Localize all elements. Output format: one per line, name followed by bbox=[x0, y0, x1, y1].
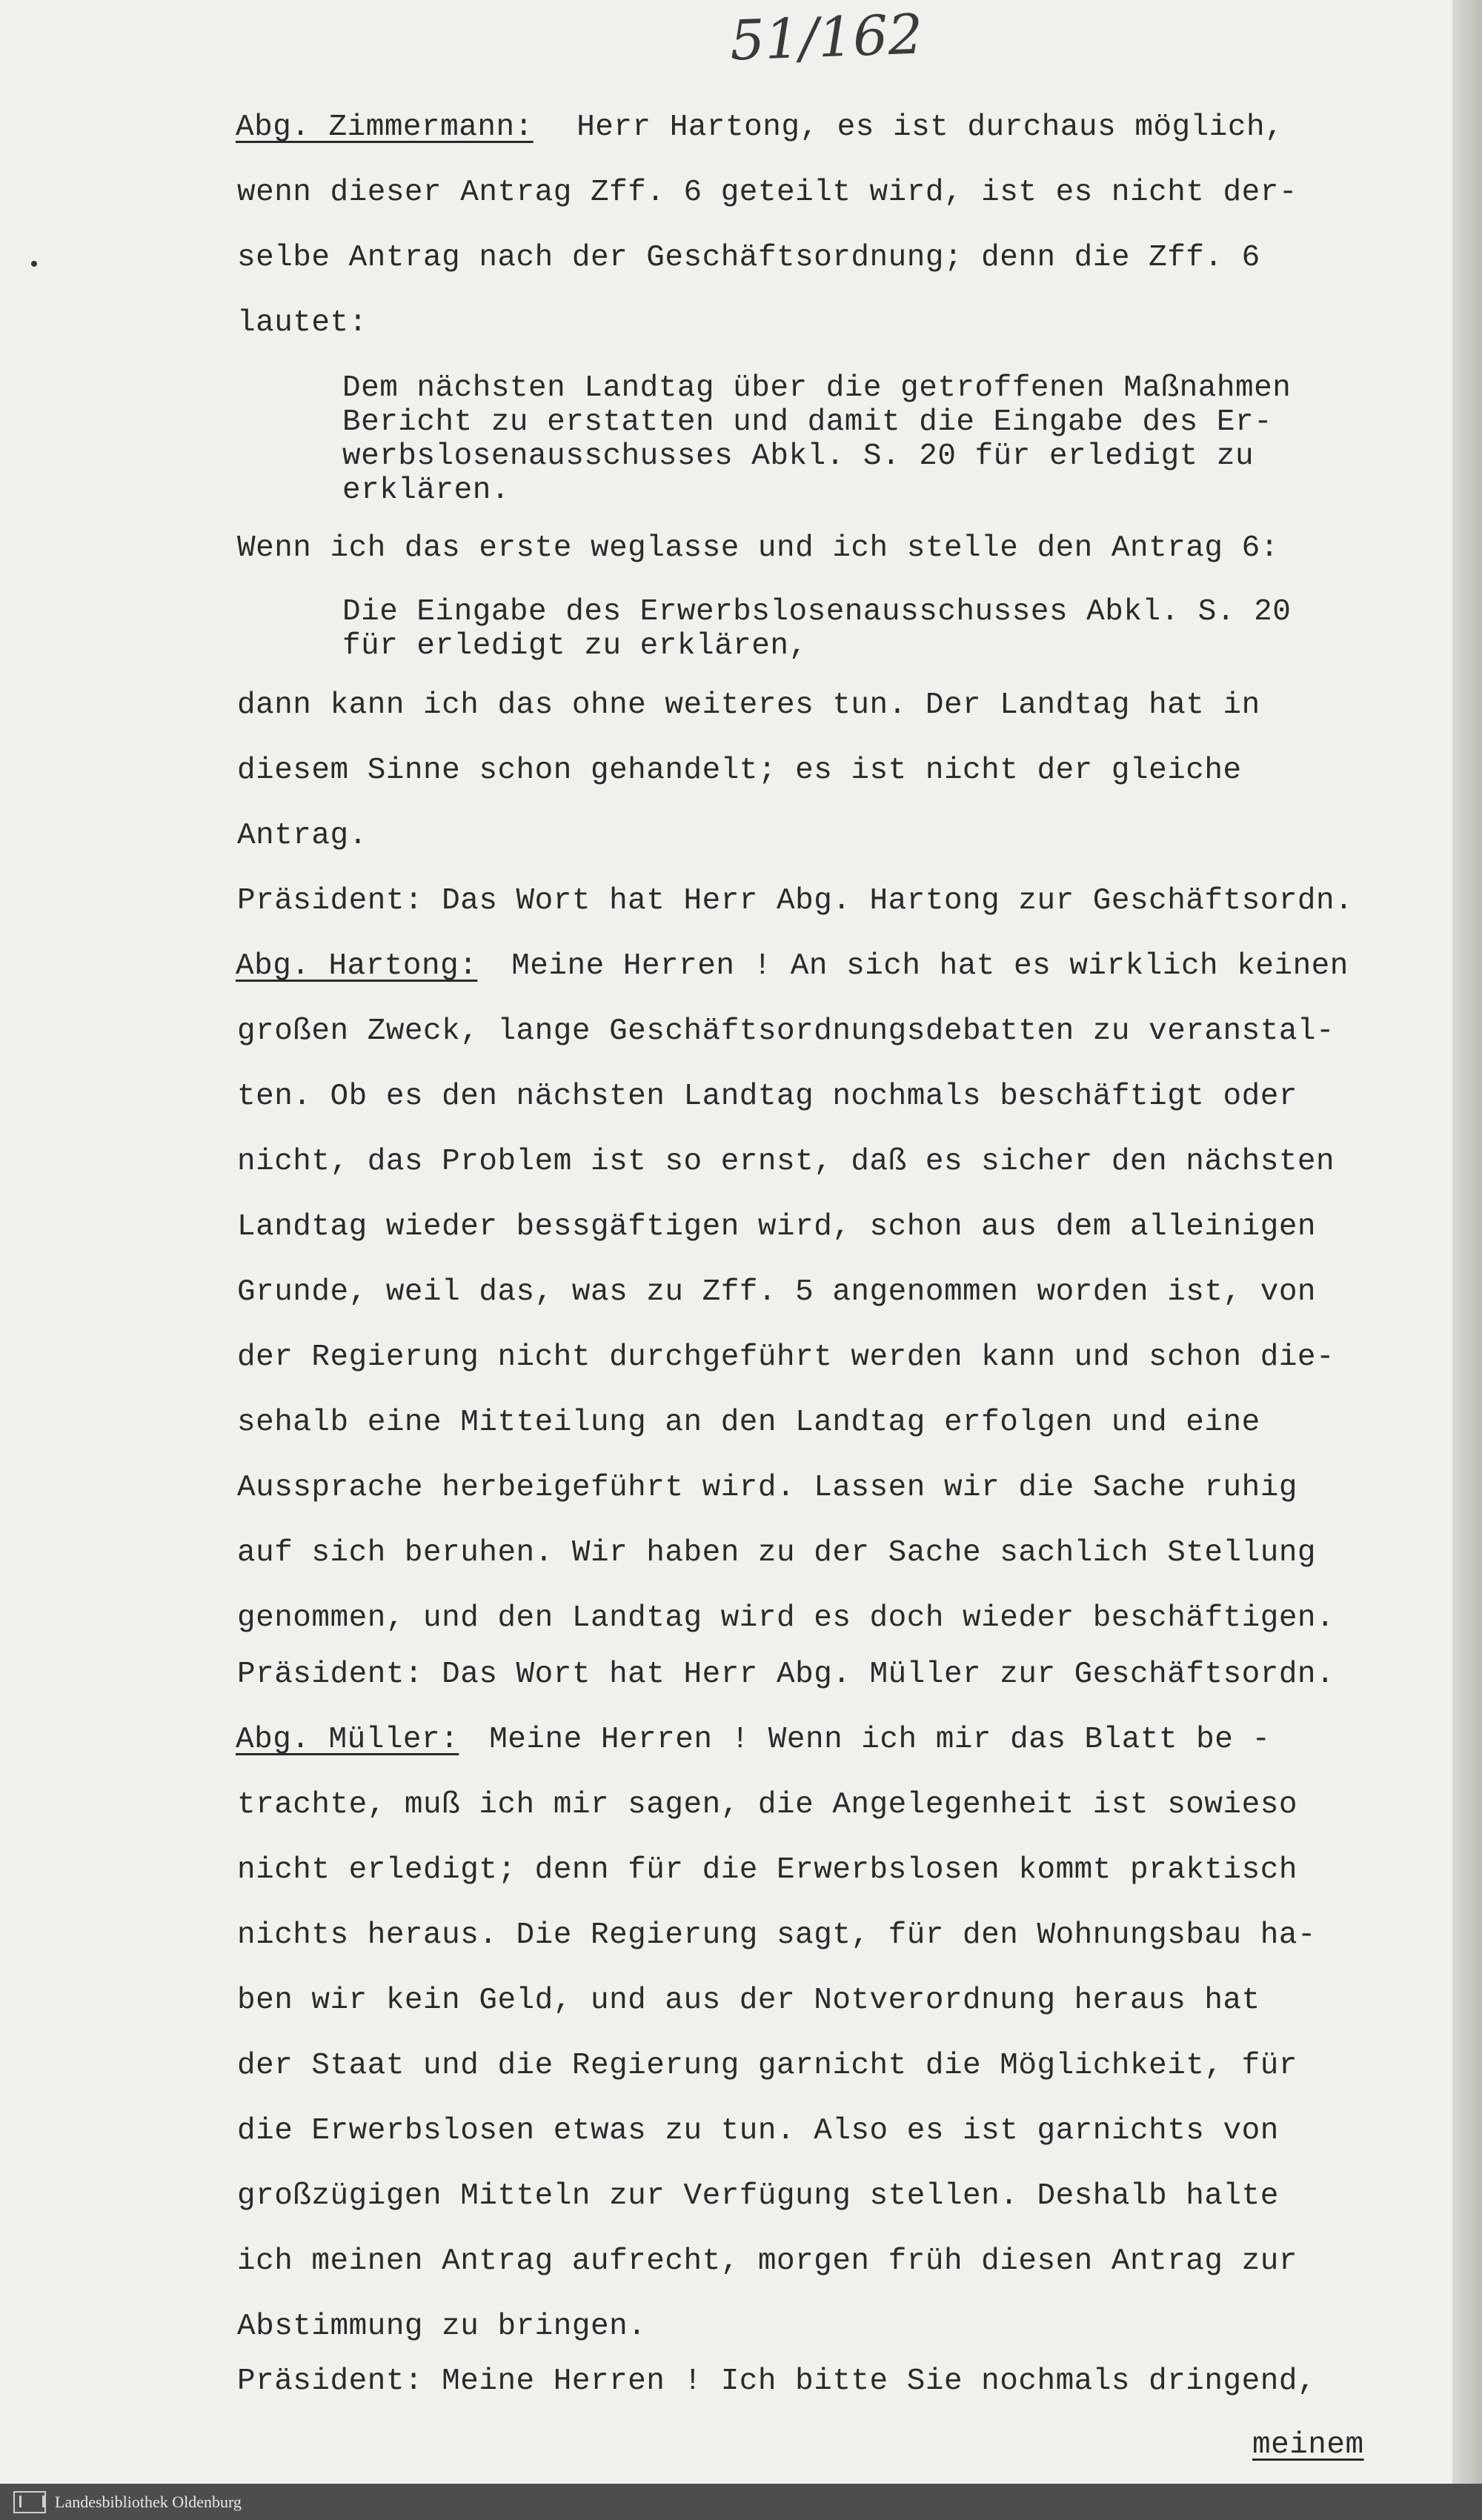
text-line: ben wir kein Geld, und aus der Notverordnung heraus hat bbox=[237, 1984, 1260, 2018]
text-line: Antrag. bbox=[237, 819, 368, 853]
text-line: Herr Hartong, es ist durchaus möglich, bbox=[539, 110, 1284, 144]
text-line: trachte, muß ich mir sagen, die Angelegenheit ist sowieso bbox=[237, 1788, 1297, 1822]
quote-line: für erledigt zu erklären, bbox=[342, 629, 808, 663]
text-line: sehalb eine Mitteilung an den Landtag erfolgen und eine bbox=[237, 1406, 1260, 1440]
text-line: wenn dieser Antrag Zff. 6 geteilt wird, ist es nicht der- bbox=[237, 176, 1297, 210]
text-line: Landtag wieder bessgäftigen wird, schon aus dem alleinigen bbox=[237, 1210, 1317, 1244]
text-line: die Erwerbslosen etwas zu tun. Also es ist garnichts von bbox=[237, 2114, 1279, 2148]
text-line: Grunde, weil das, was zu Zff. 5 angenommen worden ist, von bbox=[237, 1275, 1317, 1309]
text-line: dann kann ich das ohne weiteres tun. Der Landtag hat in bbox=[237, 688, 1260, 722]
folio-number: 51/162 bbox=[728, 2, 924, 73]
text-line: diesem Sinne schon gehandelt; es ist nicht der gleiche bbox=[237, 754, 1242, 788]
library-footer bbox=[0, 2484, 1482, 2520]
text-line: Meine Herren ! An sich hat es wirklich keinen bbox=[474, 949, 1349, 983]
quote-line: Dem nächsten Landtag über die getroffenen Maßnahmen bbox=[342, 371, 1292, 405]
text-line: nicht, das Problem ist so ernst, daß es sicher den nächsten bbox=[237, 1145, 1335, 1179]
text-line: großen Zweck, lange Geschäftsordnungsdebatten zu veranstal- bbox=[237, 1014, 1335, 1048]
text-line: ten. Ob es den nächsten Landtag nochmals beschäftigt oder bbox=[237, 1080, 1297, 1114]
text-line: Wenn ich das erste weglasse und ich stelle den Antrag 6: bbox=[237, 531, 1279, 565]
president-line: Präsident: Meine Herren ! Ich bitte Sie nochmals dringend, bbox=[237, 2364, 1317, 2398]
quote-line: Die Eingabe des Erwerbslosenausschusses Abkl. S. 20 bbox=[342, 595, 1292, 629]
speaker-zimmermann: Abg. Zimmermann: bbox=[236, 110, 534, 144]
page-edge-shadow bbox=[1452, 0, 1482, 2520]
quote-line: erklären. bbox=[342, 473, 510, 508]
speaker-hartong: Abg. Hartong: bbox=[236, 949, 478, 983]
text-line: genommen, und den Landtag wird es doch wieder beschäftigen. bbox=[237, 1601, 1335, 1635]
text-line: Meine Herren ! Wenn ich mir das Blatt be - bbox=[452, 1723, 1271, 1757]
library-building-icon bbox=[13, 2491, 46, 2513]
text-line: nichts heraus. Die Regierung sagt, für den Wohnungsbau ha- bbox=[237, 1918, 1317, 1952]
quote-line: Bericht zu erstatten und damit die Eingabe des Er- bbox=[342, 405, 1273, 439]
president-line: Präsident: Das Wort hat Herr Abg. Müller zur Geschäftsordn. bbox=[237, 1658, 1335, 1692]
quote-line: werbslosenausschusses Abkl. S. 20 für erledigt zu bbox=[342, 439, 1255, 473]
margin-mark bbox=[31, 261, 37, 267]
text-line: der Regierung nicht durchgeführt werden kann und schon die- bbox=[237, 1340, 1335, 1374]
text-line: ich meinen Antrag aufrecht, morgen früh diesen Antrag zur bbox=[237, 2244, 1297, 2278]
text-line: lautet: bbox=[237, 306, 368, 340]
text-line: der Staat und die Regierung garnicht die Möglichkeit, für bbox=[237, 2049, 1297, 2083]
speaker-mueller: Abg. Müller: bbox=[236, 1723, 459, 1757]
text-line: großzügigen Mitteln zur Verfügung stellen. Deshalb halte bbox=[237, 2179, 1279, 2213]
text-line: Abstimmung zu bringen. bbox=[237, 2310, 647, 2344]
library-name: Landesbibliothek Oldenburg bbox=[55, 2493, 242, 2511]
text-line: nicht erledigt; denn für die Erwerbslosen kommt praktisch bbox=[237, 1853, 1297, 1887]
catchword: meinem bbox=[1252, 2428, 1364, 2462]
text-line: Aussprache herbeigeführt wird. Lassen wir die Sache ruhig bbox=[237, 1471, 1297, 1505]
president-line: Präsident: Das Wort hat Herr Abg. Hartong zur Geschäftsordn. bbox=[237, 884, 1354, 918]
text-line: auf sich beruhen. Wir haben zu der Sache sachlich Stellung bbox=[237, 1536, 1317, 1570]
text-line: selbe Antrag nach der Geschäftsordnung; denn die Zff. 6 bbox=[237, 241, 1260, 275]
